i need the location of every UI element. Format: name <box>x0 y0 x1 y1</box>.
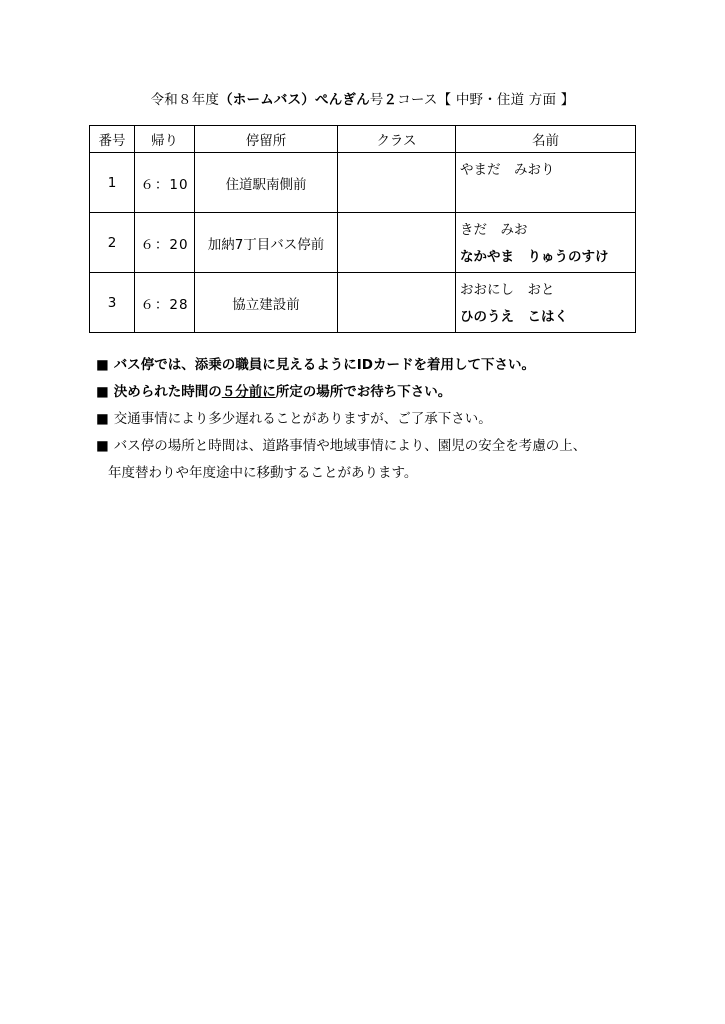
note-id-card <box>96 352 586 379</box>
page-title <box>0 88 725 108</box>
note-stop-change <box>96 433 586 460</box>
cell-class <box>338 273 456 333</box>
notes-list <box>96 352 586 487</box>
cell-stop: 加納7丁目バス停前 <box>195 213 338 273</box>
cell-class <box>338 213 456 273</box>
note-wait-time <box>96 379 586 406</box>
child-name: おおにし おと <box>460 282 555 298</box>
cell-names <box>456 153 636 213</box>
table-header-row <box>90 126 636 153</box>
child-name-bold: ひのうえ こはく <box>460 309 568 325</box>
note-text: バス停の場所と時間は、道路事情や地域事情により、園児の安全を考慮の上、 <box>113 438 587 454</box>
title-suffix: コース【 中野・住道 方面 】 <box>397 92 575 108</box>
bus-schedule-table <box>89 125 636 333</box>
table-row <box>90 273 636 333</box>
cell-number: 1 <box>90 153 135 213</box>
title-prefix: 令和８年度 <box>150 92 220 108</box>
cell-time: ６：20 <box>135 213 195 273</box>
cell-time: ６：10 <box>135 153 195 213</box>
cell-class <box>338 153 456 213</box>
bullet-square-icon: ■ <box>96 438 109 454</box>
header-number: 番号 <box>90 126 135 153</box>
cell-number: 3 <box>90 273 135 333</box>
cell-stop: 住道駅南側前 <box>195 153 338 213</box>
child-name: きだ みお <box>460 222 528 238</box>
cell-names <box>456 273 636 333</box>
title-middle: 号 <box>369 92 384 108</box>
cell-names <box>456 213 636 273</box>
header-stop: 停留所 <box>195 126 338 153</box>
cell-number: 2 <box>90 213 135 273</box>
bullet-square-icon: ■ <box>96 411 109 427</box>
note-text: 交通事情により多少遅れることがありますが、ご了承下さい。 <box>113 411 492 427</box>
bullet-square-icon: ■ <box>96 357 109 373</box>
title-course-number: ２ <box>383 92 398 108</box>
table-row <box>90 213 636 273</box>
header-return: 帰り <box>135 126 195 153</box>
note-text: バス停では、添乗の職員に見えるようにIDカードを着用して下さい。 <box>113 357 535 373</box>
note-traffic-delay <box>96 406 586 433</box>
cell-stop: 協立建設前 <box>195 273 338 333</box>
note-text: 決められた時間の <box>113 384 222 400</box>
table-row <box>90 153 636 213</box>
child-name-bold: なかやま りゅうのすけ <box>460 249 609 265</box>
child-name: やまだ みおり <box>460 162 555 178</box>
note-stop-change-continued <box>96 460 586 487</box>
note-text: 所定の場所でお待ち下さい。 <box>275 384 452 400</box>
header-name: 名前 <box>456 126 636 153</box>
note-underlined-text: ５分前に <box>221 384 276 400</box>
note-text: 年度替わりや年度途中に移動することがあります。 <box>108 465 418 481</box>
title-bus-name: （ホームバス）ぺんぎん <box>219 92 370 108</box>
header-class: クラス <box>338 126 456 153</box>
bullet-square-icon: ■ <box>96 384 109 400</box>
cell-time: ６：28 <box>135 273 195 333</box>
